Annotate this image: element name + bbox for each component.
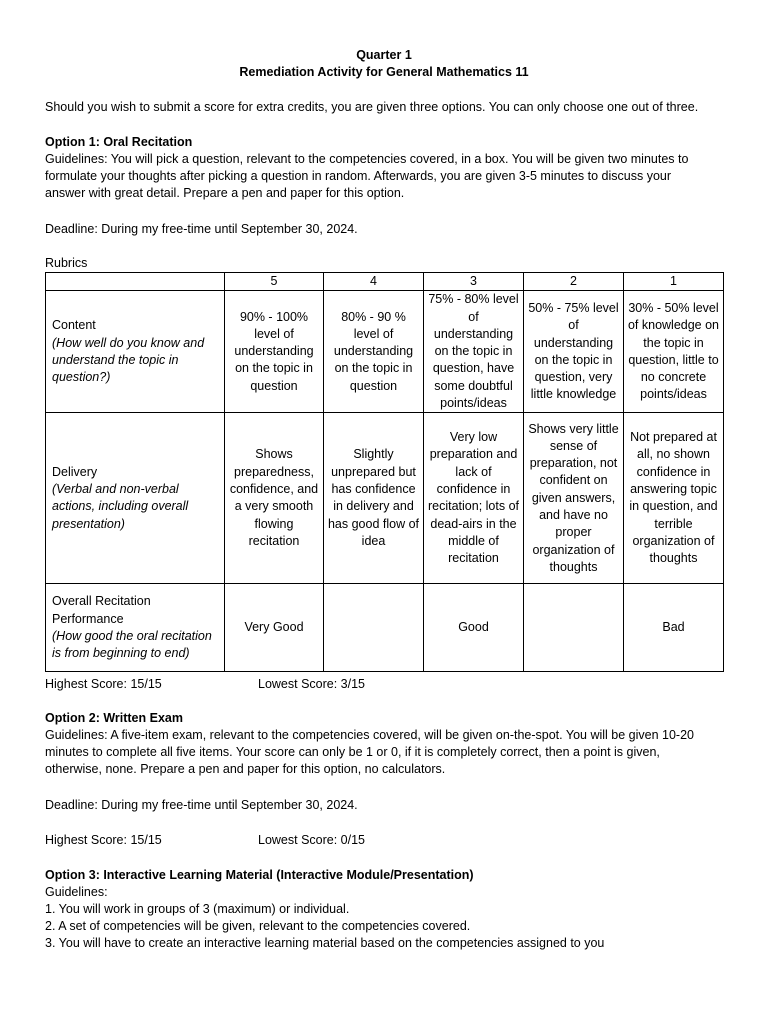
rubric-criterion-delivery [46, 413, 225, 584]
option1-score-range [45, 676, 366, 693]
criterion-note: (Verbal and non-verbal actions, including overall presentation) [52, 482, 189, 531]
rubric-row-content [46, 291, 724, 413]
quarter-label: Quarter 1 [356, 48, 412, 62]
rubric-cell: Very Good [225, 584, 324, 672]
option1-guideline-line: formulate your thoughts after picking a question in random. Afterwards, you are given 3-5 minutes to discuss your [45, 169, 672, 183]
rubrics-label: Rubrics [45, 256, 88, 270]
rubric-score-header: 4 [324, 273, 424, 291]
option2-lowest-score: Lowest Score: 0/15 [258, 833, 366, 847]
rubric-cell: 50% - 75% level of understanding on the topic in question, very little knowledge [524, 291, 624, 413]
rubric-criterion-content [46, 291, 225, 413]
rubric-cell: Shows very little sense of preparation, not confident on given answers, and have no proper organization of thoughts [524, 413, 624, 584]
rubric-cell: 80% - 90 % level of understanding on the topic in question [324, 291, 424, 413]
rubric-row-delivery [46, 413, 724, 584]
option2-deadline: Deadline: During my free-time until September 30, 2024. [45, 798, 358, 812]
rubric-cell: Not prepared at all, no shown confidence in answering topic in question, and terrible organization of thoughts [624, 413, 724, 584]
rubric-score-header: 5 [225, 273, 324, 291]
rubric-score-header: 1 [624, 273, 724, 291]
option2-guidelines [45, 727, 725, 778]
criterion-note: (How well do you know and understand the topic in question?) [52, 335, 205, 385]
rubric-cell: 90% - 100% level of understanding on the topic in question [225, 291, 324, 413]
option1-lowest-score: Lowest Score: 3/15 [258, 677, 366, 691]
rubric-score-header: 3 [424, 273, 524, 291]
criterion-note: (How good the oral recitation is from beginning to end) [52, 628, 212, 661]
document-title: Remediation Activity for General Mathematics 11 [239, 65, 529, 79]
rubric-table [45, 272, 724, 672]
option2-highest-score: Highest Score: 15/15 [45, 833, 162, 847]
rubric-cell [524, 584, 624, 672]
rubric-cell: 75% - 80% level of understanding on the topic in question, have some doubtful points/ideas [424, 291, 524, 413]
rubric-header-blank [46, 273, 225, 291]
rubric-cell: 30% - 50% level of knowledge on the topic in question, little to no concrete points/ideas [624, 291, 724, 413]
option3-heading: Option 3: Interactive Learning Material (Interactive Module/Presentation) [45, 868, 474, 882]
option1-guideline-line: answer with great detail. Prepare a pen and paper for this option. [45, 186, 405, 200]
rubric-cell: Bad [624, 584, 724, 672]
option3-guidelines-label: Guidelines: [45, 885, 108, 899]
intro-paragraph: Should you wish to submit a score for extra credits, you are given three options. You can only choose one out of three. [45, 100, 699, 114]
option2-heading: Option 2: Written Exam [45, 711, 183, 725]
option1-heading: Option 1: Oral Recitation [45, 135, 193, 149]
rubric-cell [324, 584, 424, 672]
option3-guidelines-list [45, 901, 725, 952]
option2-guideline-line: otherwise, none. Prepare a pen and paper for this option, no calculators. [45, 762, 446, 776]
option2-guideline-line: minutes to complete all five items. Your score can only be 1 or 0, if it is completely correct, then a point is given, [45, 745, 660, 759]
rubric-cell: Slightly unprepared but has confidence in delivery and has good flow of idea [324, 413, 424, 584]
criterion-title: Content [52, 318, 96, 333]
rubric-row-overall [46, 584, 724, 672]
rubric-cell: Very low preparation and lack of confidence in recitation; lots of dead-airs in the middle of recitation [424, 413, 524, 584]
criterion-title: Delivery [52, 464, 98, 479]
option3-guideline-item: 2. A set of competencies will be given, relevant to the competencies covered. [45, 919, 471, 933]
option1-guideline-line: Guidelines: You will pick a question, relevant to the competencies covered, in a box. You will be given two minutes to [45, 152, 689, 166]
option2-score-range [45, 832, 366, 849]
rubric-cell: Good [424, 584, 524, 672]
option3-guideline-item: 3. You will have to create an interactive learning material based on the competencies assigned to you [45, 936, 605, 950]
option2-guideline-line: Guidelines: A five-item exam, relevant to the competencies covered, will be given on-the-spot. You will be given 10-20 [45, 728, 694, 742]
option1-deadline: Deadline: During my free-time until September 30, 2024. [45, 222, 358, 236]
option3-guideline-item: 1. You will work in groups of 3 (maximum) or individual. [45, 902, 350, 916]
rubric-header-row [46, 273, 724, 291]
option1-highest-score: Highest Score: 15/15 [45, 677, 162, 691]
rubric-score-header: 2 [524, 273, 624, 291]
option1-guidelines [45, 151, 725, 202]
rubric-cell: Shows preparedness, confidence, and a very smooth flowing recitation [225, 413, 324, 584]
criterion-title: Overall Recitation Performance [52, 594, 151, 626]
rubric-criterion-overall [46, 584, 225, 672]
